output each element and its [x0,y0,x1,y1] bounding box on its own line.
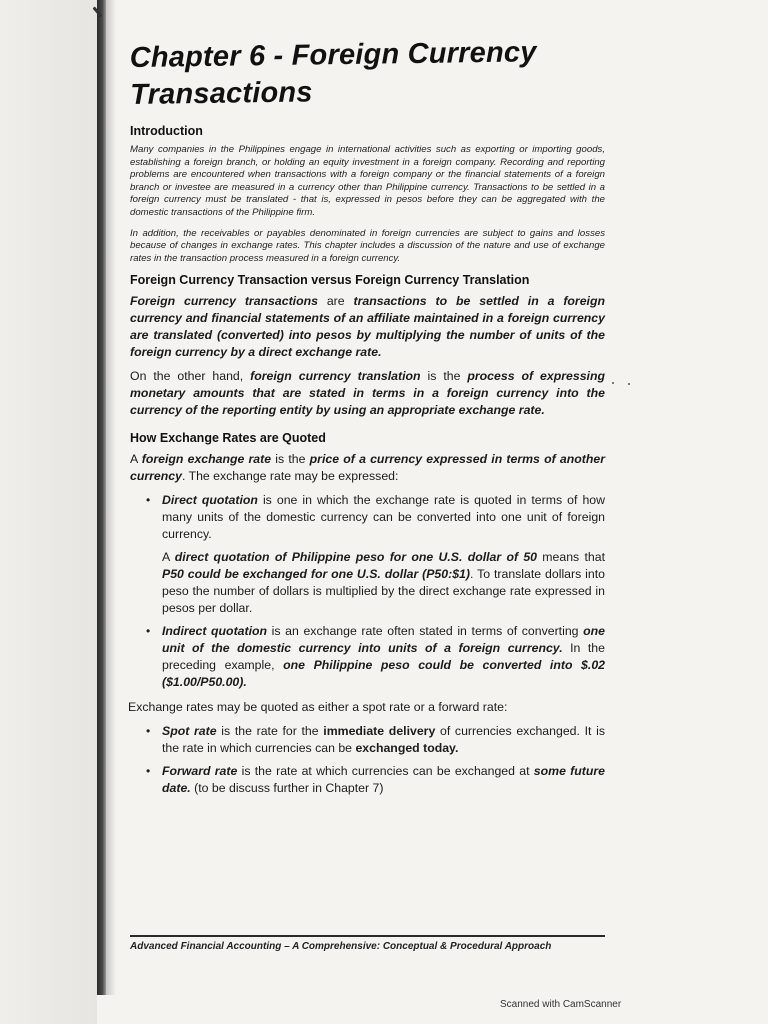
term-foreign-currency-transactions: Foreign currency transactions [130,294,318,309]
spot-rate-text: is the rate for the [216,724,324,739]
term-direct-quotation: Direct quotation [162,493,258,508]
example-lead: A [162,550,175,565]
indirect-text-2: In the preceding example, [162,641,605,673]
bullet-icon: • [146,624,151,639]
term-forward-rate: Forward rate [162,764,238,779]
example-bold-2: P50 could be exchanged for one U.S. dollar (P50:$1) [162,567,470,582]
spine-shadow [106,0,116,995]
direct-quotation-text: is one in which the exchange rate is quoted in terms of how many units of the domestic currency can be converted into one unit of foreign currency. [162,493,605,542]
scan-speck [628,383,630,385]
bullet-icon: • [146,724,151,739]
list-item-direct-quotation [146,492,605,617]
forward-rate-text-2: (to be discuss further in Chapter 7) [190,781,384,796]
section-heading-exchange-rates: How Exchange Rates are Quoted [130,431,326,446]
term-foreign-currency-translation: foreign currency translation [250,369,421,384]
section-heading-transaction-vs-translation: Foreign Currency Transaction versus Foreign Currency Translation [130,273,530,288]
connector-text: are [317,294,354,309]
quotation-bullet-list [130,492,605,691]
translation-definition-text: process of expressing monetary amounts that are stated in terms in a foreign currency into the currency of the reporting entity by using an appropriate exchange rate. [130,369,605,418]
scan-speck [612,382,614,384]
indirect-bold-1: one unit of the domestic currency into units of a foreign currency. [162,624,605,656]
transaction-definition-text: transactions to be settled in a foreign currency and financial statements of an affiliate maintained in a foreign currency are translated (converted) into pesos by multiplying the number of units of the foreign currency by a direct exchange rate. [130,294,605,360]
spot-rate-text-2: of currencies exchanged. It is the rate in which currencies can be [162,724,605,756]
direct-quotation-example [162,549,605,617]
example-text-2: . To translate dollars into peso the number of dollars is multiplied by the direct exchange rate expressed in pesos per dollar. [162,567,605,616]
list-item-forward-rate [146,763,606,797]
chapter-title: Chapter 6 - Foreign Currency Transactions [129,36,537,111]
term-spot-rate: Spot rate [162,724,217,739]
spot-forward-intro-paragraph: Exchange rates may be quoted as either a spot rate or a forward rate: [128,700,508,715]
bullet-icon: • [146,493,151,508]
translation-definition-paragraph [130,368,605,419]
rate-bullet-list [130,723,605,797]
exchange-rate-definition-paragraph [130,451,605,485]
transaction-definition-paragraph [130,293,605,361]
book-footer: Advanced Financial Accounting – A Comprehensive: Conceptual & Procedural Approach [130,941,552,952]
lead-text: On the other hand, [130,369,251,384]
list-item-indirect-quotation [146,623,605,691]
page-edge-shade [0,0,97,1024]
intro-paragraph-2: In addition, the receivables or payables denominated in foreign currencies are subject to gains and losses because of changes in exchange rates. This chapter includes a discussion of the nature and use of exchange rates in the transaction process measured in a foreign currency. [130,227,605,264]
example-bold-1: direct quotation of Philippine peso for one U.S. dollar of 50 [174,550,538,565]
forward-rate-text: is the rate at which currencies can be exchanged at [237,764,534,779]
connector-text: is the [420,369,468,384]
term-foreign-exchange-rate: foreign exchange rate [141,452,272,467]
bullet-icon: • [146,764,151,779]
camscanner-watermark: Scanned with CamScanner [500,999,622,1010]
spot-bold-2: exchanged today. [355,741,459,756]
indirect-quotation-text: is an exchange rate often stated in terms of converting [267,624,584,639]
intro-paragraph-1: Many companies in the Philippines engage in international activities such as exporting or importing goods, establishing a foreign branch, or holding an equity investment in a foreign company. Recording and reporting problems are encountered when transactions with a foreign company or the financial statements of a foreign branch or investee are measured in a currency other than Philippine currency. Transactions to be settled in a foreign currency must be translated - that is, expressed in pesos before they can be aggregated with the domestic transactions of the Philippine firm. [130,144,605,218]
indirect-bold-2: one Philippine peso could be converted into $.02 ($1.00/P50.00). [162,658,605,690]
example-text: means that [537,550,605,565]
forward-bold: some future date. [162,764,606,796]
term-indirect-quotation: Indirect quotation [162,624,268,639]
book-spine [97,0,106,995]
document-page [128,36,606,805]
list-item-spot-rate [146,723,605,757]
connector-text: is the [271,452,310,467]
introduction-heading: Introduction [130,124,203,138]
footer-rule [130,935,605,937]
trailing-text: . The exchange rate may be expressed: [181,469,399,484]
spot-bold-1: immediate delivery [323,724,436,739]
lead-text: A [130,452,142,467]
exchange-rate-definition-text: price of a currency expressed in terms of another currency [130,452,605,484]
